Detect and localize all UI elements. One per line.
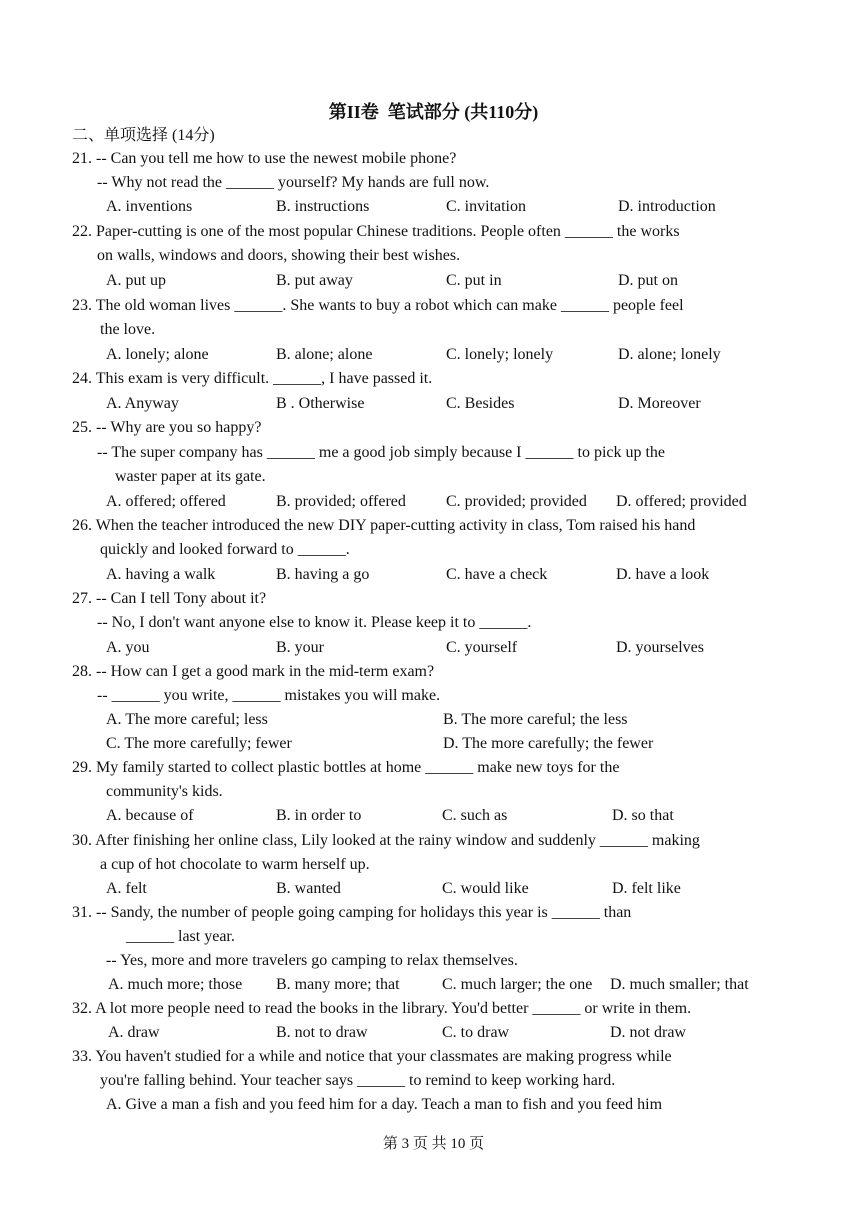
question-stem-cont: you're falling behind. Your teacher says ______ to remind to keep working hard. <box>100 1072 616 1089</box>
option-b[interactable]: B. wanted <box>276 880 341 897</box>
option-b[interactable]: B. instructions <box>276 198 370 215</box>
question-dialog-cont: waster paper at its gate. <box>115 468 266 485</box>
section-heading: 二、单项选择 (14分) <box>72 127 215 144</box>
question-stem-cont: a cup of hot chocolate to warm herself up. <box>100 856 370 873</box>
option-a[interactable]: A. Give a man a fish and you feed him for a day. Teach a man to fish and you feed him <box>106 1096 663 1113</box>
option-a[interactable]: A. because of <box>106 807 194 824</box>
question-dialog: -- Why not read the ______ yourself? My hands are full now. <box>97 174 490 191</box>
option-a[interactable]: A. Anyway <box>106 395 179 412</box>
option-c[interactable]: C. yourself <box>446 639 518 656</box>
question-stem: 28. -- How can I get a good mark in the mid-term exam? <box>72 663 435 680</box>
option-a[interactable]: A. put up <box>106 272 166 289</box>
option-a[interactable]: A. you <box>106 639 150 656</box>
option-d[interactable]: D. much smaller; that <box>610 976 749 993</box>
option-c[interactable]: C. lonely; lonely <box>446 346 554 363</box>
question-stem: 30. After finishing her online class, Lily looked at the rainy window and suddenly ______ making <box>72 832 700 849</box>
option-b[interactable]: B. put away <box>276 272 353 289</box>
question-stem-cont: community's kids. <box>106 783 223 800</box>
option-d[interactable]: D. yourselves <box>616 639 704 656</box>
option-b[interactable]: B. alone; alone <box>276 346 373 363</box>
question-stem: 24. This exam is very difficult. ______, I have passed it. <box>72 370 433 387</box>
option-c[interactable]: C. provided; provided <box>446 493 587 510</box>
option-a[interactable]: A. offered; offered <box>106 493 226 510</box>
question-dialog: -- Yes, more and more travelers go camping to relax themselves. <box>106 952 518 969</box>
question-stem-cont: on walls, windows and doors, showing their best wishes. <box>97 247 461 264</box>
option-c[interactable]: C. The more carefully; fewer <box>106 735 292 752</box>
page-footer: 第 3 页 共 10 页 <box>382 1136 485 1152</box>
option-a[interactable]: A. felt <box>106 880 147 897</box>
option-c[interactable]: C. Besides <box>446 395 515 412</box>
question-stem: 25. -- Why are you so happy? <box>72 419 262 436</box>
question-dialog: -- The super company has ______ me a good job simply because I ______ to pick up the <box>97 444 666 461</box>
option-d[interactable]: D. put on <box>618 272 678 289</box>
option-a[interactable]: A. lonely; alone <box>106 346 209 363</box>
option-a[interactable]: A. much more; those <box>108 976 243 993</box>
option-a[interactable]: A. having a walk <box>106 566 216 583</box>
option-d[interactable]: D. have a look <box>616 566 710 583</box>
option-c[interactable]: C. much larger; the one <box>442 976 593 993</box>
question-stem-cont: ______ last year. <box>126 928 235 945</box>
option-d[interactable]: D. introduction <box>618 198 716 215</box>
question-stem: 33. You haven't studied for a while and notice that your classmates are making progress while <box>72 1048 672 1065</box>
option-c[interactable]: C. such as <box>442 807 508 824</box>
option-b[interactable]: B. many more; that <box>276 976 400 993</box>
option-b[interactable]: B. provided; offered <box>276 493 406 510</box>
question-dialog: -- ______ you write, ______ mistakes you will make. <box>97 687 441 704</box>
question-dialog: -- No, I don't want anyone else to know it. Please keep it to ______. <box>97 614 532 631</box>
option-b[interactable]: B. not to draw <box>276 1024 368 1041</box>
option-c[interactable]: C. to draw <box>442 1024 510 1041</box>
question-stem-cont: quickly and looked forward to ______. <box>100 541 350 558</box>
option-b[interactable]: B . Otherwise <box>276 395 365 412</box>
question-stem: 31. -- Sandy, the number of people going camping for holidays this year is ______ than <box>72 904 632 921</box>
question-stem: 21. -- Can you tell me how to use the newest mobile phone? <box>72 150 457 167</box>
option-d[interactable]: D. so that <box>612 807 674 824</box>
page-title: 第II卷 笔试部分 (共110分) <box>328 102 539 122</box>
option-d[interactable]: D. The more carefully; the fewer <box>443 735 654 752</box>
option-c[interactable]: C. put in <box>446 272 502 289</box>
question-stem: 27. -- Can I tell Tony about it? <box>72 590 267 607</box>
question-stem-cont: the love. <box>100 321 156 338</box>
option-c[interactable]: C. have a check <box>446 566 548 583</box>
option-a[interactable]: A. inventions <box>106 198 193 215</box>
question-stem: 23. The old woman lives ______. She wants to buy a robot which can make ______ people feel <box>72 297 684 314</box>
option-d[interactable]: D. felt like <box>612 880 681 897</box>
question-stem: 32. A lot more people need to read the books in the library. You'd better ______ or write in them. <box>72 1000 692 1017</box>
option-d[interactable]: D. not draw <box>610 1024 686 1041</box>
option-a[interactable]: A. draw <box>108 1024 160 1041</box>
option-c[interactable]: C. invitation <box>446 198 526 215</box>
option-a[interactable]: A. The more careful; less <box>106 711 268 728</box>
question-stem: 26. When the teacher introduced the new DIY paper-cutting activity in class, Tom raised his hand <box>72 517 696 534</box>
option-b[interactable]: B. The more careful; the less <box>443 711 628 728</box>
option-c[interactable]: C. would like <box>442 880 529 897</box>
option-b[interactable]: B. having a go <box>276 566 370 583</box>
option-d[interactable]: D. alone; lonely <box>618 346 721 363</box>
option-d[interactable]: D. offered; provided <box>616 493 747 510</box>
option-d[interactable]: D. Moreover <box>618 395 701 412</box>
option-b[interactable]: B. in order to <box>276 807 362 824</box>
option-b[interactable]: B. your <box>276 639 324 656</box>
question-stem: 29. My family started to collect plastic bottles at home ______ make new toys for the <box>72 759 620 776</box>
question-stem: 22. Paper-cutting is one of the most popular Chinese traditions. People often ______ the works <box>72 223 680 240</box>
